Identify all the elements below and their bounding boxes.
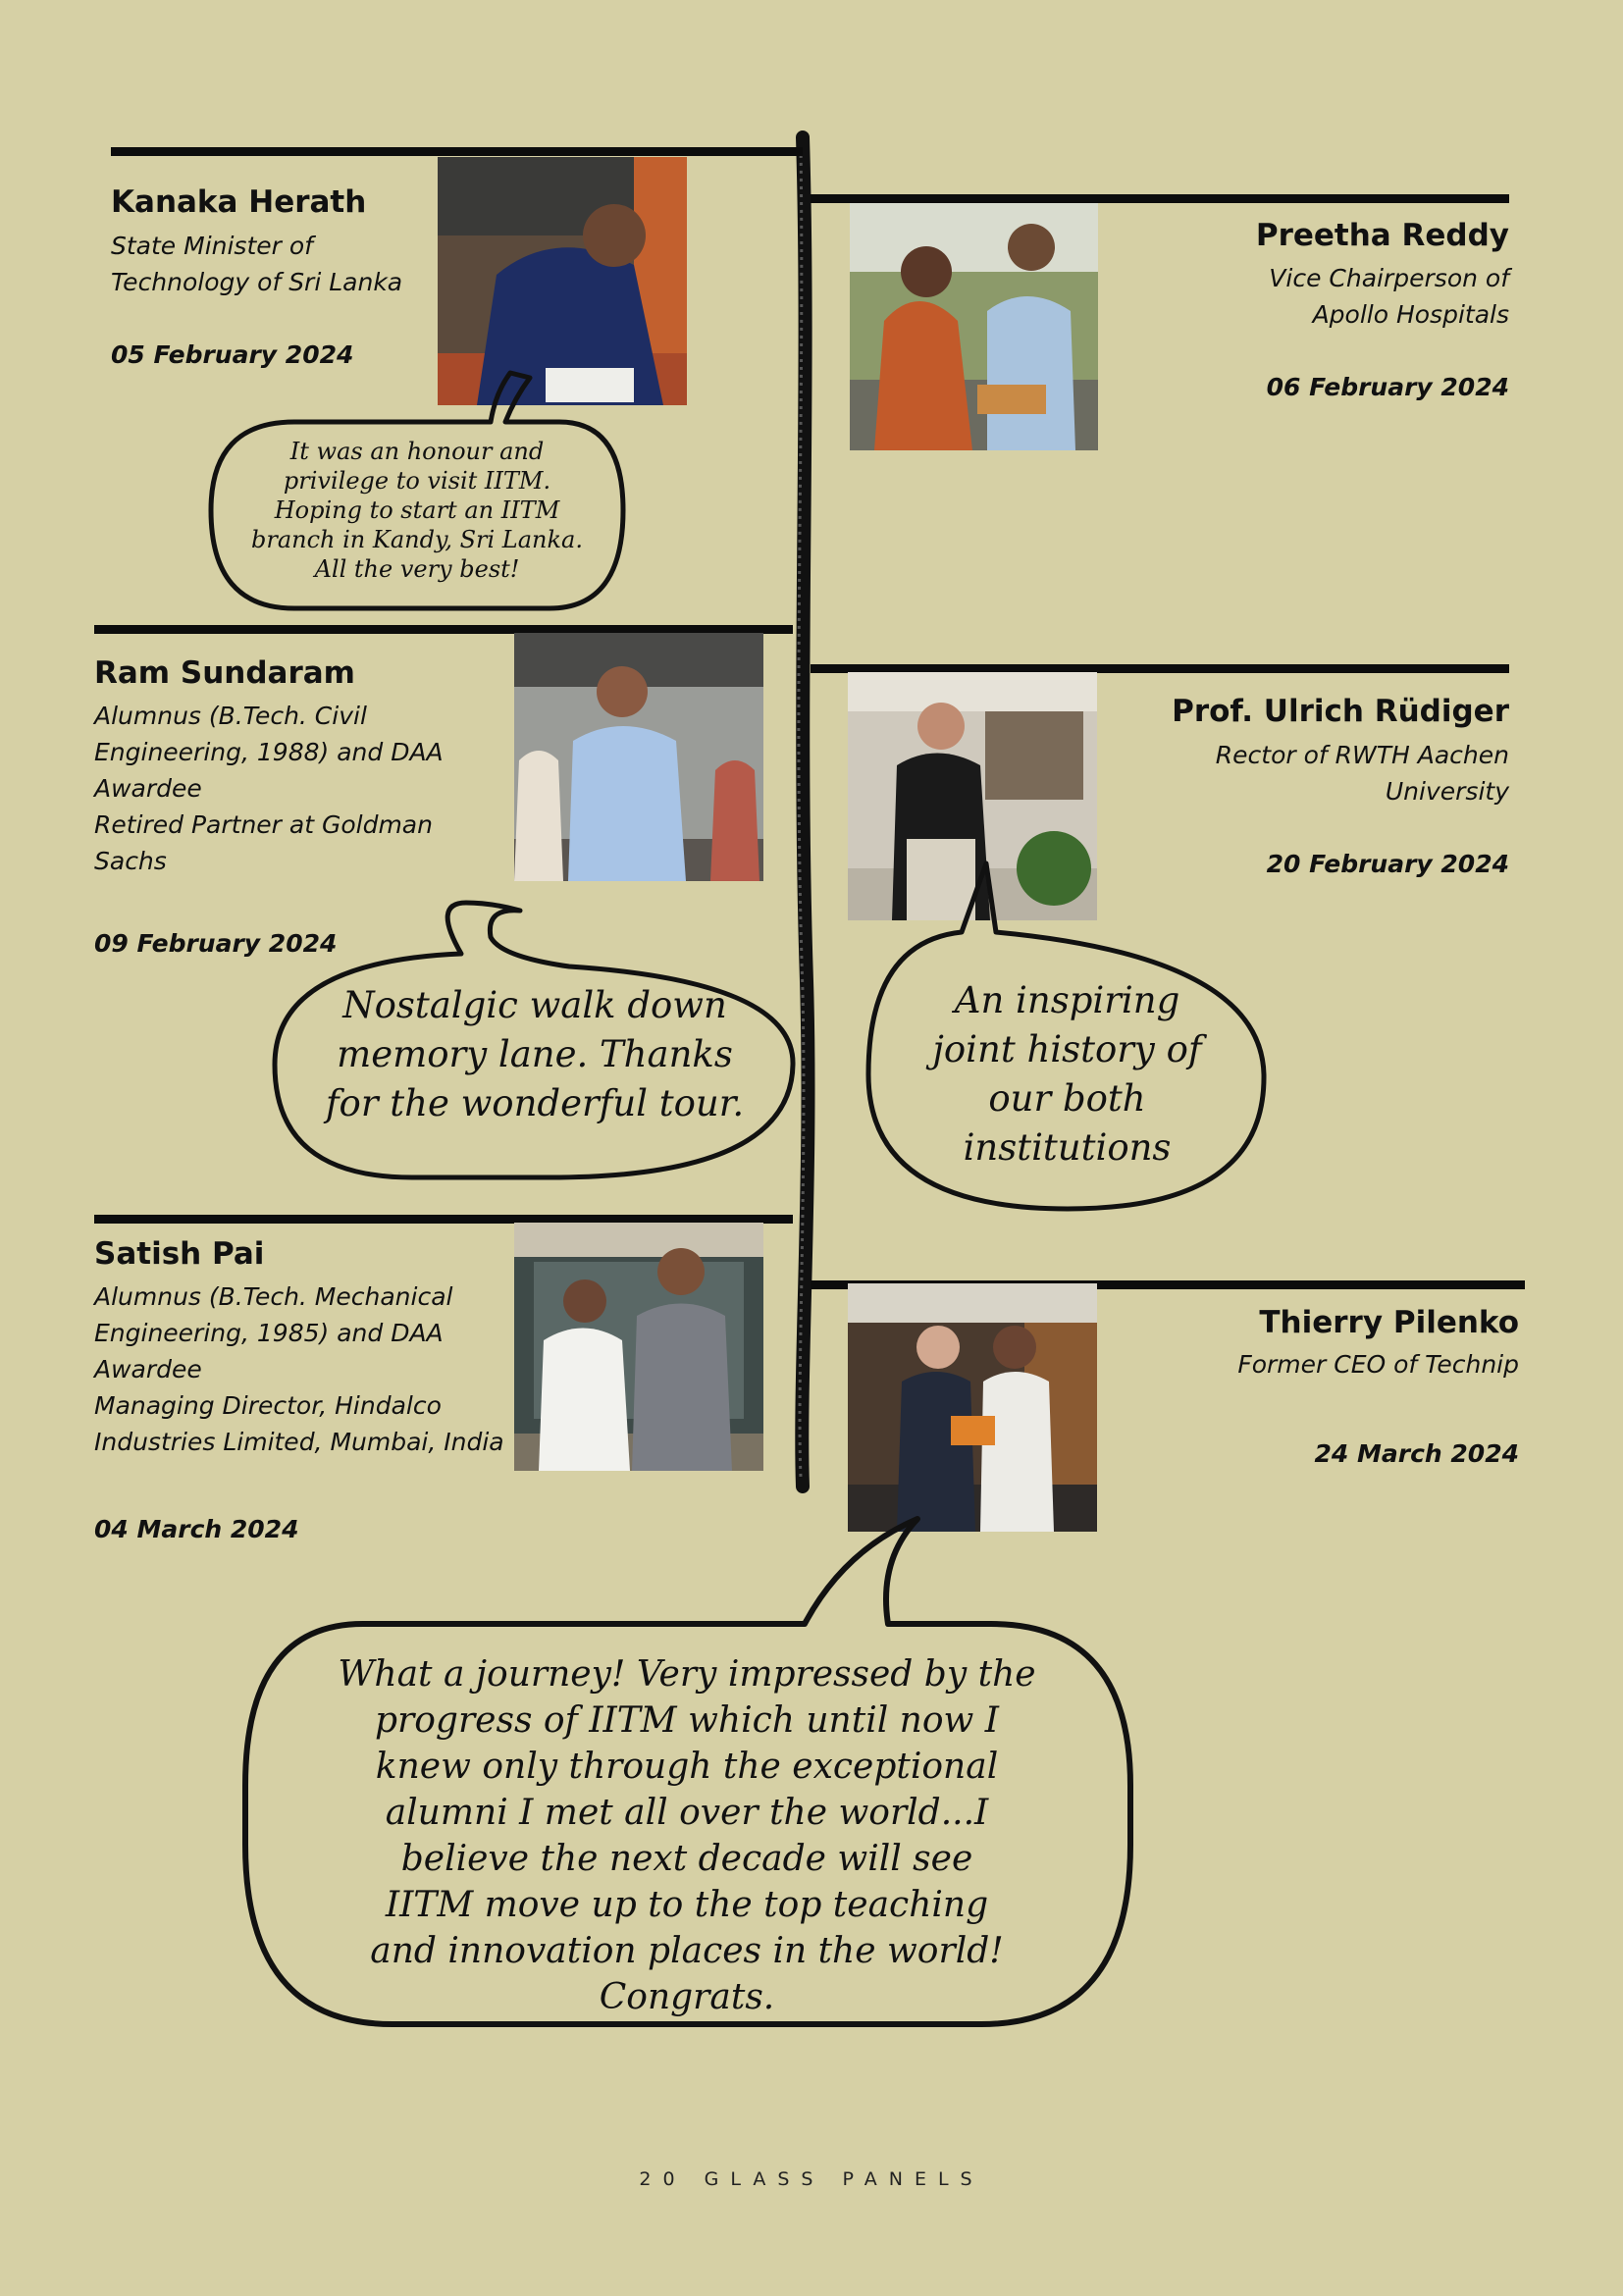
quote-ulrich: An inspiring joint history of our both institutions: [932, 979, 1202, 1169]
entry-role: Alumnus (B.Tech. Civil Engineering, 1988) and DAA Awardee Retired Partner at Goldman Sachs: [94, 702, 444, 875]
photo-ulrich-rudiger: [848, 672, 1097, 920]
photo-satish-pai: [514, 1223, 763, 1471]
photo-ram-sundaram: [514, 633, 763, 881]
entry-name: Satish Pai: [94, 1236, 265, 1272]
entry-name: Preetha Reddy: [1255, 218, 1509, 253]
photo-kanaka-herath: [438, 157, 687, 405]
entry-date: 06 February 2024: [1266, 373, 1509, 401]
entry-date: 24 March 2024: [1314, 1439, 1519, 1468]
entry-role: Vice Chairperson of Apollo Hospitals: [1269, 264, 1509, 329]
entry-role: State Minister of Technology of Sri Lanka: [111, 232, 403, 296]
rule-kanaka: [111, 147, 803, 156]
entry-name: Kanaka Herath: [111, 184, 367, 220]
photo-preetha-reddy: [850, 203, 1098, 450]
entry-date: 09 February 2024: [94, 929, 338, 958]
photo-thierry-pilenko: [848, 1283, 1097, 1532]
entry-role: Former CEO of Technip: [1237, 1350, 1519, 1379]
entry-date: 20 February 2024: [1266, 850, 1509, 878]
entry-name: Prof. Ulrich Rüdiger: [1172, 694, 1509, 729]
entry-date: 05 February 2024: [111, 340, 354, 369]
entry-name: Ram Sundaram: [94, 655, 355, 691]
quote-thierry: What a journey! Very impressed by the progress of IITM which until now I knew only through the exceptional alumni I met all over the world...I believe the next decade will see IITM move up to the top teaching and innovation places in the world! Congrats.: [338, 1654, 1036, 2017]
page-footer: 20 GLASS PANELS: [639, 2168, 984, 2190]
rule-preetha: [811, 194, 1509, 203]
quote-ram: Nostalgic walk down memory lane. Thanks for the wonderful tour.: [325, 984, 745, 1124]
entry-date: 04 March 2024: [94, 1515, 299, 1543]
entry-role: Rector of RWTH Aachen University: [1215, 741, 1509, 806]
entry-role: Alumnus (B.Tech. Mechanical Engineering, 1985) and DAA Awardee Managing Director, Hindalco Industries Limited, Mumbai, India: [94, 1282, 504, 1456]
quote-kanaka: It was an honour and privilege to visit IITM. Hoping to start an IITM branch in Kandy, Sri Lanka. All the very best!: [251, 438, 583, 583]
entry-name: Thierry Pilenko: [1259, 1305, 1519, 1340]
